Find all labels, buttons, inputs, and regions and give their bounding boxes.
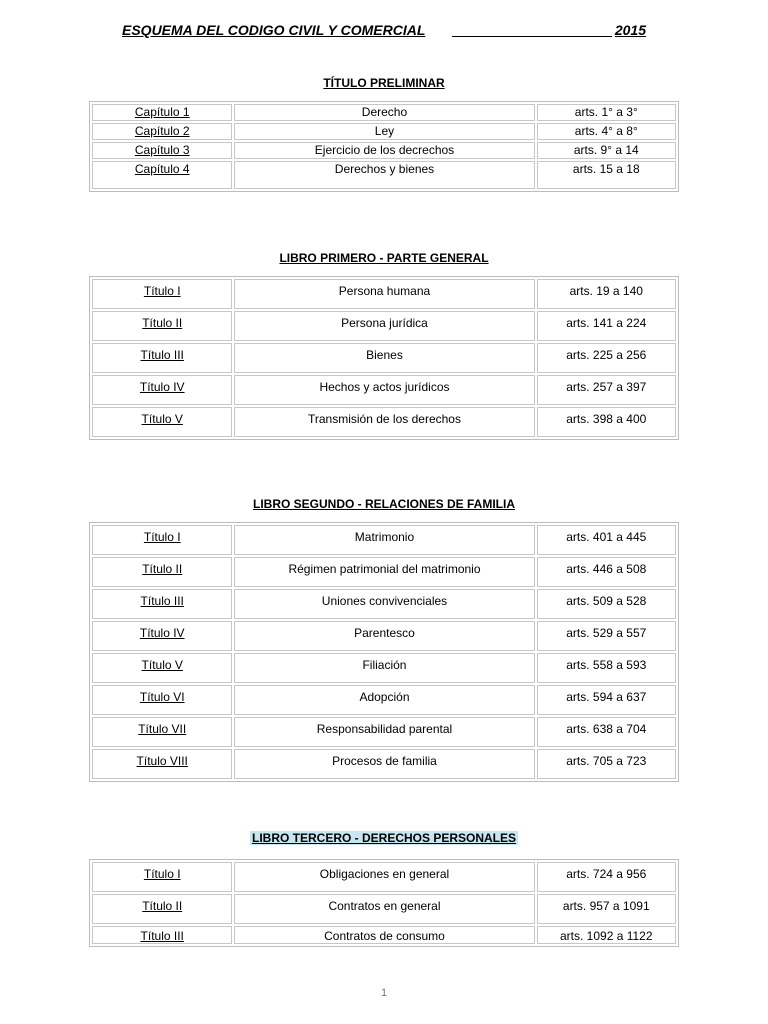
table-row bbox=[92, 161, 676, 189]
row-arts: arts. 705 a 723 bbox=[537, 749, 676, 779]
row-arts: arts. 509 a 528 bbox=[537, 589, 676, 619]
section-title-libro-primero: LIBRO PRIMERO - PARTE GENERAL bbox=[279, 251, 489, 265]
title-link[interactable]: Título III bbox=[92, 926, 232, 944]
table-libro-tercero bbox=[89, 859, 679, 947]
table-row bbox=[92, 407, 676, 437]
row-arts: arts. 594 a 637 bbox=[537, 685, 676, 715]
row-name: Parentesco bbox=[234, 621, 534, 651]
title-link[interactable]: Título I bbox=[92, 525, 232, 555]
title-link[interactable]: Título VIII bbox=[92, 749, 232, 779]
title-link[interactable]: Título III bbox=[92, 589, 232, 619]
table-row bbox=[92, 589, 676, 619]
section-title-libro-segundo: LIBRO SEGUNDO - RELACIONES DE FAMILIA bbox=[252, 497, 515, 511]
row-name: Bienes bbox=[234, 343, 534, 373]
row-name: Ejercicio de los decrechos bbox=[234, 142, 534, 159]
row-arts: arts. 9° a 14 bbox=[537, 142, 676, 159]
row-arts: arts. 724 a 956 bbox=[537, 862, 676, 892]
document-header bbox=[122, 22, 646, 40]
table-libro-segundo bbox=[89, 522, 679, 782]
row-arts: arts. 446 a 508 bbox=[537, 557, 676, 587]
row-name: Filiación bbox=[234, 653, 534, 683]
page-number: 1 bbox=[380, 987, 388, 999]
row-arts: arts. 398 a 400 bbox=[537, 407, 676, 437]
row-name: Responsabilidad parental bbox=[234, 717, 534, 747]
title-link[interactable]: Título IV bbox=[92, 375, 232, 405]
chapter-link[interactable]: Capítulo 3 bbox=[92, 142, 232, 159]
row-arts: arts. 401 a 445 bbox=[537, 525, 676, 555]
row-name: Derecho bbox=[234, 104, 534, 121]
table-row bbox=[92, 926, 676, 944]
row-name: Contratos en general bbox=[234, 894, 534, 924]
row-arts: arts. 638 a 704 bbox=[537, 717, 676, 747]
table-row bbox=[92, 557, 676, 587]
row-name: Procesos de familia bbox=[234, 749, 534, 779]
row-arts: arts. 1092 a 1122 bbox=[537, 926, 676, 944]
table-row bbox=[92, 717, 676, 747]
row-arts: arts. 225 a 256 bbox=[537, 343, 676, 373]
table-row bbox=[92, 104, 676, 121]
title-link[interactable]: Título V bbox=[92, 653, 232, 683]
table-row bbox=[92, 375, 676, 405]
row-name: Hechos y actos jurídicos bbox=[234, 375, 534, 405]
row-arts: arts. 141 a 224 bbox=[537, 311, 676, 341]
document-year: 2015 bbox=[614, 22, 646, 38]
row-arts: arts. 15 a 18 bbox=[537, 161, 676, 189]
table-preliminar bbox=[89, 101, 679, 192]
header-rule bbox=[452, 36, 612, 37]
row-arts: arts. 1° a 3° bbox=[537, 104, 676, 121]
row-name: Transmisión de los derechos bbox=[234, 407, 534, 437]
row-name: Derechos y bienes bbox=[234, 161, 534, 189]
title-link[interactable]: Título IV bbox=[92, 621, 232, 651]
table-row bbox=[92, 142, 676, 159]
row-arts: arts. 957 a 1091 bbox=[537, 894, 676, 924]
row-name: Uniones convivenciales bbox=[234, 589, 534, 619]
row-name: Persona humana bbox=[234, 279, 534, 309]
row-arts: arts. 19 a 140 bbox=[537, 279, 676, 309]
row-name: Ley bbox=[234, 123, 534, 140]
row-arts: arts. 257 a 397 bbox=[537, 375, 676, 405]
highlighted-title: LIBRO TERCERO - DERECHOS PERSONALES bbox=[251, 831, 517, 845]
row-arts: arts. 529 a 557 bbox=[537, 621, 676, 651]
table-row bbox=[92, 343, 676, 373]
title-link[interactable]: Título II bbox=[92, 557, 232, 587]
table-row bbox=[92, 653, 676, 683]
title-link[interactable]: Título II bbox=[92, 894, 232, 924]
chapter-link[interactable]: Capítulo 4 bbox=[92, 161, 232, 189]
row-arts: arts. 4° a 8° bbox=[537, 123, 676, 140]
table-row bbox=[92, 621, 676, 651]
table-libro-primero bbox=[89, 276, 679, 440]
section-title-preliminar: TÍTULO PRELIMINAR bbox=[323, 76, 445, 90]
document-title: ESQUEMA DEL CODIGO CIVIL Y COMERCIAL bbox=[122, 22, 426, 38]
title-link[interactable]: Título V bbox=[92, 407, 232, 437]
title-link[interactable]: Título II bbox=[92, 311, 232, 341]
title-link[interactable]: Título I bbox=[92, 862, 232, 892]
table-row bbox=[92, 862, 676, 892]
table-row bbox=[92, 749, 676, 779]
row-arts: arts. 558 a 593 bbox=[537, 653, 676, 683]
title-link[interactable]: Título III bbox=[92, 343, 232, 373]
table-row bbox=[92, 311, 676, 341]
row-name: Régimen patrimonial del matrimonio bbox=[234, 557, 534, 587]
chapter-link[interactable]: Capítulo 1 bbox=[92, 104, 232, 121]
title-link[interactable]: Título I bbox=[92, 279, 232, 309]
row-name: Matrimonio bbox=[234, 525, 534, 555]
row-name: Contratos de consumo bbox=[234, 926, 534, 944]
row-name: Persona jurídica bbox=[234, 311, 534, 341]
row-name: Adopción bbox=[234, 685, 534, 715]
row-name: Obligaciones en general bbox=[234, 862, 534, 892]
table-row bbox=[92, 123, 676, 140]
title-link[interactable]: Título VII bbox=[92, 717, 232, 747]
table-row bbox=[92, 685, 676, 715]
title-link[interactable]: Título VI bbox=[92, 685, 232, 715]
table-row bbox=[92, 279, 676, 309]
chapter-link[interactable]: Capítulo 2 bbox=[92, 123, 232, 140]
table-row bbox=[92, 525, 676, 555]
section-title-libro-tercero bbox=[0, 831, 768, 845]
table-row bbox=[92, 894, 676, 924]
